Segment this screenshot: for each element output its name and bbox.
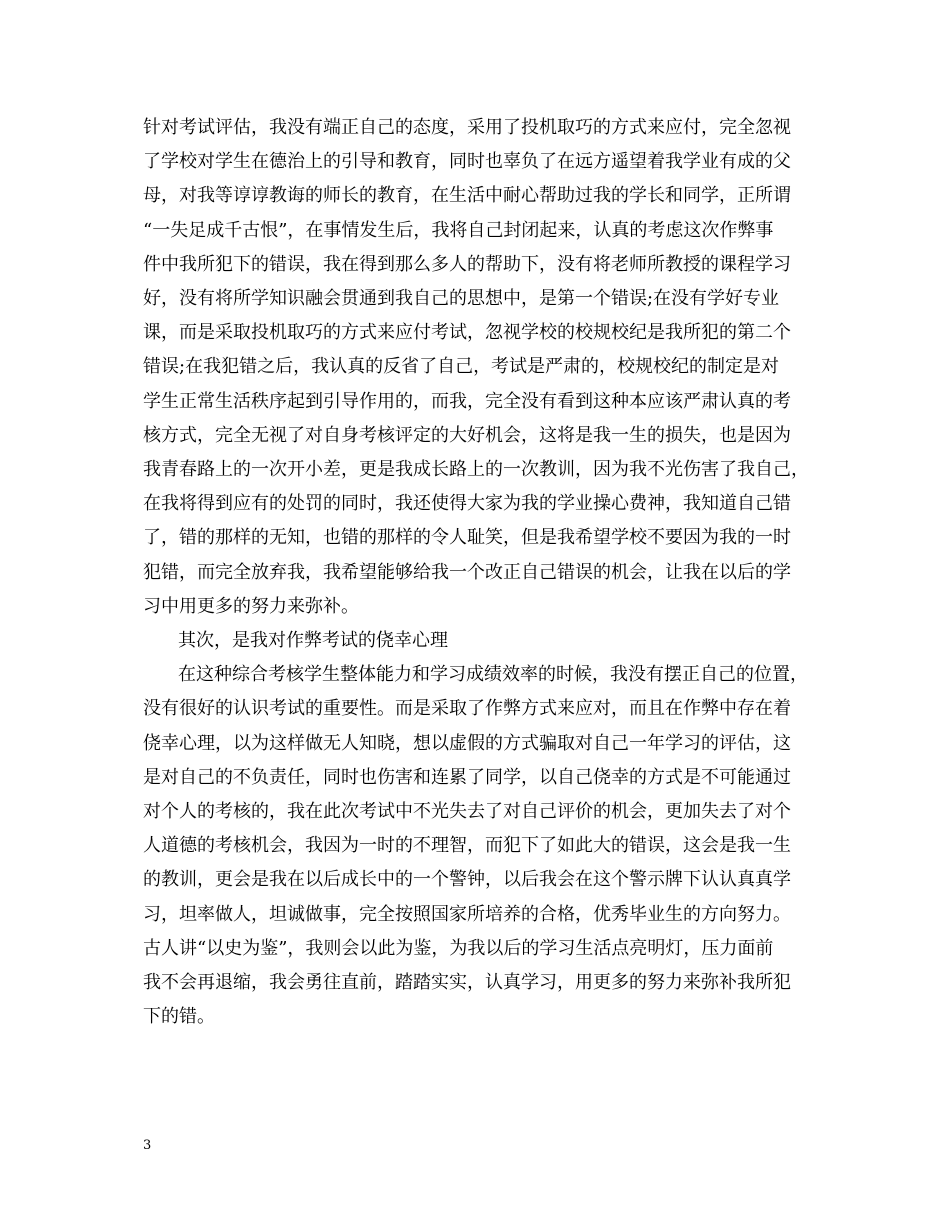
text-line: 下的错。	[143, 1006, 215, 1027]
text-line: 核方式，完全无视了对自身考核评定的大好机会，这将是我一生的损失，也是因为	[143, 425, 791, 446]
text-line: 犯错，而完全放弃我，我希望能够给我一个改正自己错误的机会，让我在以后的学	[143, 562, 791, 583]
text-line: 在我将得到应有的处罚的同时，我还使得大家为我的学业操心费神，我知道自己错	[143, 493, 791, 514]
text-line: 了学校对学生在德治上的引导和教育，同时也辜负了在远方遥望着我学业有成的父	[143, 151, 791, 172]
text-line: 侥幸心理，以为这样做无人知晓，想以虚假的方式骗取对自己一年学习的评估，这	[143, 733, 791, 754]
text-line: 了，错的那样的无知，也错的那样的令人耻笑，但是我希望学校不要因为我的一时	[143, 527, 791, 548]
text-line: 课，而是采取投机取巧的方式来应付考试，忽视学校的校规校纪是我所犯的第二个	[143, 322, 791, 343]
text-line: 好，没有将所学知识融会贯通到我自己的思想中，是第一个错误;在没有学好专业	[143, 288, 780, 309]
text-line: 对个人的考核的，我在此次考试中不光失去了对自己评价的机会，更加失去了对个	[143, 801, 791, 822]
text-line: 的教训，更会是我在以后成长中的一个警钟，以后我会在这个警示牌下认认真真学	[143, 869, 791, 890]
text-line: 习，坦率做人，坦诚做事，完全按照国家所培养的合格，优秀毕业生的方向努力。	[143, 904, 791, 925]
text-line: 学生正常生活秩序起到引导作用的，而我，完全没有看到这种本应该严肃认真的考	[143, 391, 791, 412]
text-line: 没有很好的认识考试的重要性。而是采取了作弊方式来应对，而且在作弊中存在着	[143, 698, 791, 719]
text-line: 习中用更多的努力来弥补。	[143, 596, 359, 617]
text-line: 是对自己的不负责任，同时也伤害和连累了同学，以自己侥幸的方式是不可能通过	[143, 767, 791, 788]
text-line: 古人讲“以史为鉴”，我则会以此为鉴，为我以后的学习生活点亮明灯，压力面前	[143, 938, 774, 959]
text-line: 针对考试评估，我没有端正自己的态度，采用了投机取巧的方式来应付，完全忽视	[143, 117, 791, 138]
text-line: 我不会再退缩，我会勇往直前，踏踏实实，认真学习，用更多的努力来弥补我所犯	[143, 972, 791, 993]
text-line: 母，对我等谆谆教诲的师长的教育，在生活中耐心帮助过我的学长和同学，正所谓	[143, 185, 791, 206]
text-line: “一失足成千古恨”，在事情发生后，我将自己封闭起来，认真的考虑这次作弊事	[143, 220, 774, 241]
text-line: 我青春路上的一次开小差，更是我成长路上的一次教训，因为我不光伤害了我自己，	[143, 459, 809, 480]
text-line: 错误;在我犯错之后，我认真的反省了自己，考试是严肃的，校规校纪的制定是对	[143, 356, 780, 377]
text-line: 其次，是我对作弊考试的侥幸心理	[178, 630, 448, 651]
text-line: 在这种综合考核学生整体能力和学习成绩效率的时候，我没有摆正自己的位置，	[178, 664, 808, 685]
text-line: 件中我所犯下的错误，我在得到那么多人的帮助下，没有将老师所教授的课程学习	[143, 254, 791, 275]
page-number: 3	[143, 1138, 152, 1153]
text-line: 人道德的考核机会，我因为一时的不理智，而犯下了如此大的错误，这会是我一生	[143, 835, 791, 856]
